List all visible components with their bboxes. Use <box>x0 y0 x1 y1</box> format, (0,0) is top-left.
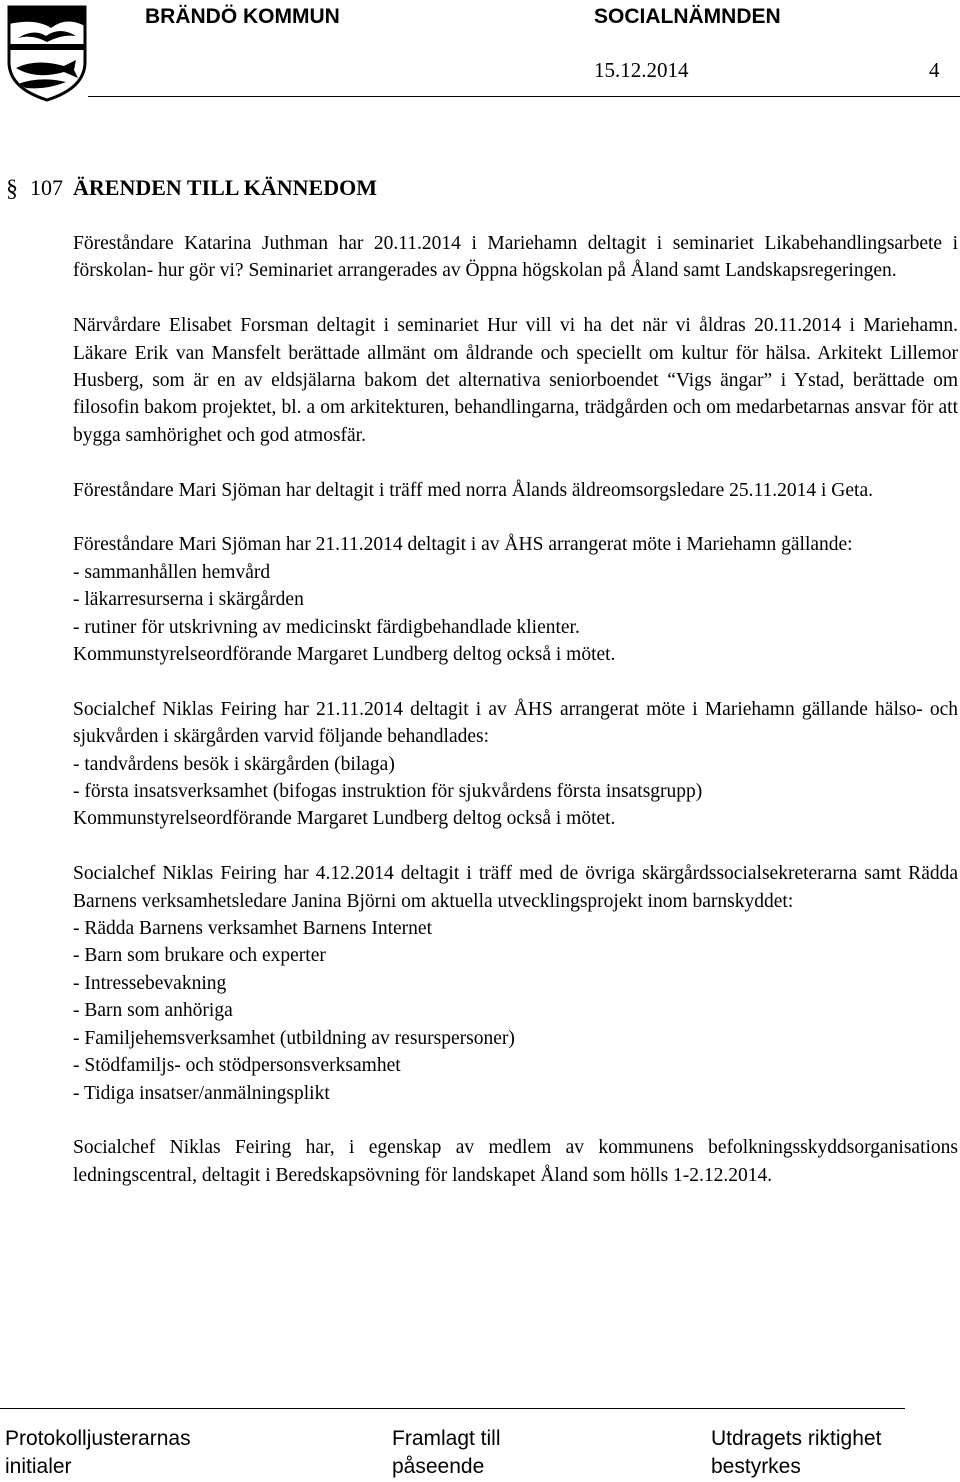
municipality-name: BRÄNDÖ KOMMUN <box>145 5 340 28</box>
footer-posted-label <box>392 1425 501 1481</box>
footer-label-line: bestyrkes <box>711 1455 801 1478</box>
list-item: - Barn som brukare och experter <box>73 945 326 967</box>
paragraph <box>73 860 958 1107</box>
section-number: 107 <box>30 175 63 200</box>
list-item: - Familjehemsverksamhet (utbildning av resurspersoner) <box>73 1027 515 1049</box>
paragraph-line: Socialchef Niklas Feiring har 4.12.2014 deltagit i träff med de övriga skärgårdssocialsekreterarna samt Rädda Barnens verksamhetsledare Janina Björni om aktuella utvecklingsprojekt inom barnskyddet: <box>73 863 958 912</box>
list-item: - Stödfamiljs- och stödpersonsverksamhet <box>73 1055 401 1077</box>
paragraph <box>73 696 958 833</box>
section-title: ÄRENDEN TILL KÄNNEDOM <box>73 175 377 200</box>
paragraph <box>73 1134 958 1189</box>
list-item: - första insatsverksamhet (bifogas instruktion för sjukvårdens första insatsgrupp) <box>73 781 703 803</box>
list-item: - sammanhållen hemvård <box>73 561 271 583</box>
section-sign-icon: § <box>6 176 18 202</box>
paragraph-line: Föreståndare Mari Sjöman har 21.11.2014 deltagit i av ÅHS arrangerat möte i Mariehamn gällande: <box>73 534 853 556</box>
footer-label-line: påseende <box>392 1455 485 1478</box>
paragraph <box>73 230 958 285</box>
paragraph-line: Närvårdare Elisabet Forsman deltagit i seminariet Hur vill vi ha det när vi åldras 20.11.2014 i Mariehamn. Läkare Erik van Mansfelt berättade allmänt om åldrande och speciellt om kultur för hälsa. Arkitekt Lillemor Husberg, som är en av eldsjälarna bakom det alternativa seniorboendet “Vigs ängar” i Ystad, berättade om filosofin bakom projektet, bl. a om arkitekturen, behandlingarna, trädgården och om medarbetarnas ansvar för att bygga samhörighet och god atmosfär. <box>73 315 958 446</box>
page-number: 4 <box>929 58 940 82</box>
paragraph <box>73 312 958 449</box>
list-item: - tandvårdens besök i skärgården (bilaga) <box>73 753 395 775</box>
list-item: - läkarresurserna i skärgården <box>73 589 304 611</box>
board-name: SOCIALNÄMNDEN <box>594 5 781 28</box>
paragraph-line: Kommunstyrelseordförande Margaret Lundberg deltog också i mötet. <box>73 808 616 830</box>
list-item: - Rädda Barnens verksamhet Barnens Internet <box>73 918 432 940</box>
footer-label-line: Protokolljusterarnas <box>5 1427 191 1450</box>
footer-initials-label <box>5 1425 191 1481</box>
paragraph-line: Socialchef Niklas Feiring har 21.11.2014 deltagit i av ÅHS arrangerat möte i Mariehamn gällande hälso- och sjukvården i skärgården varvid följande behandlades: <box>73 698 958 748</box>
paragraph <box>73 477 958 504</box>
paragraph <box>73 531 958 668</box>
list-item: - Tidiga insatser/anmälningsplikt <box>73 1082 330 1104</box>
footer-certified-label <box>711 1425 881 1481</box>
paragraph-line: Socialchef Niklas Feiring har, i egenskap av medlem av kommunens befolkningsskyddsorganisations ledningscentral, deltagit i Beredskapsövning för landskapet Åland som hölls 1-2.12.2014. <box>73 1137 958 1186</box>
paragraph-line: Föreståndare Mari Sjöman har deltagit i träff med norra Ålands äldreomsorgsledare 25.11.2014 i Geta. <box>73 479 873 501</box>
list-item: - Intressebevakning <box>73 972 227 994</box>
footer-label-line: initialer <box>5 1455 72 1478</box>
meeting-date: 15.12.2014 <box>594 58 689 82</box>
list-item: - Barn som anhöriga <box>73 1000 233 1022</box>
footer-label-line: Utdragets riktighet <box>711 1427 882 1450</box>
header-divider <box>88 96 960 97</box>
paragraph-line: Föreståndare Katarina Juthman har 20.11.2014 i Mariehamn deltagit i seminariet Likabehandlingsarbete i förskolan- hur gör vi? Seminariet arrangerades av Öppna högskolan på Åland samt Landskapsregeringen. <box>73 233 958 282</box>
footer-label-line: Framlagt till <box>392 1427 501 1450</box>
footer-divider <box>0 1408 905 1409</box>
municipal-coat-of-arms-icon <box>6 4 88 102</box>
paragraph-line: Kommunstyrelseordförande Margaret Lundberg deltog också i mötet. <box>73 644 616 666</box>
document-body <box>73 230 958 1217</box>
list-item: - rutiner för utskrivning av medicinskt färdigbehandlade klienter. <box>73 616 580 638</box>
